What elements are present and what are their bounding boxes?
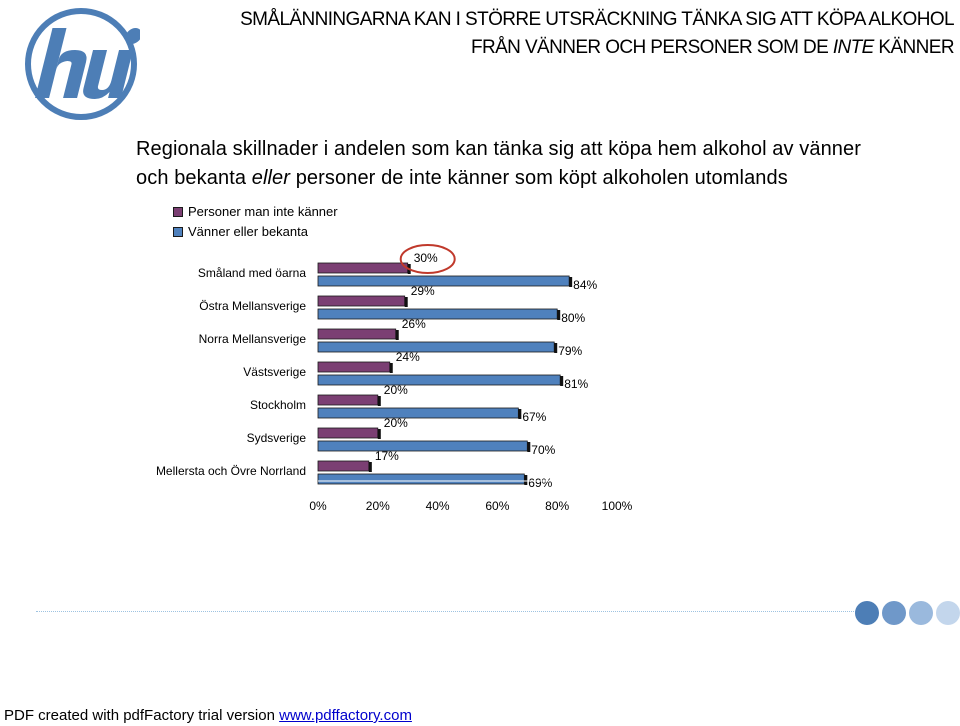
data-label: 81%: [564, 377, 589, 391]
data-label: 70%: [531, 443, 556, 457]
category-label: Stockholm: [249, 398, 306, 412]
bar: [318, 461, 369, 471]
chart-title-line2-italic: eller: [251, 167, 291, 189]
bar-shadow: [569, 277, 572, 287]
bar-shadow: [378, 396, 381, 406]
category-label: Småland med öarna: [197, 266, 306, 280]
x-tick-label: 60%: [485, 499, 510, 513]
x-tick-label: 0%: [309, 499, 327, 513]
category-label: Mellersta och Övre Norrland: [155, 464, 306, 478]
bar: [318, 362, 390, 372]
bar: [318, 263, 408, 273]
bar: [318, 428, 378, 438]
decorative-dot-4: [936, 601, 960, 625]
data-label: 30%: [413, 251, 438, 265]
category-label: Sydsverige: [246, 431, 306, 445]
x-tick-label: 40%: [425, 499, 450, 513]
bar-shadow: [554, 343, 557, 353]
data-label: 67%: [522, 410, 547, 424]
bar-shadow: [518, 409, 521, 419]
x-tick-label: 80%: [545, 499, 570, 513]
bar: [318, 342, 554, 352]
chart-title-line2-suffix: personer de inte känner som köpt alkoholen utomlands: [290, 167, 788, 189]
bar-shadow: [378, 429, 381, 439]
chart-title-line1: Regionala skillnader i andelen som kan tänka sig att köpa hem alkohol av vänner: [136, 138, 861, 160]
data-label: 26%: [401, 317, 426, 331]
header-title-line2-prefix: FRÅN VÄNNER OCH PERSONER SOM DE: [470, 37, 833, 58]
legend-label-personer: Personer man inte känner: [188, 204, 338, 219]
bar: [318, 329, 396, 339]
chart-title-line2-prefix: och bekanta: [136, 167, 252, 189]
pdf-footer-link[interactable]: www.pdffactory.com: [279, 707, 412, 724]
header-title-line2-italic: INTE: [832, 37, 874, 58]
data-label: 20%: [383, 416, 408, 430]
data-label: 79%: [558, 344, 583, 358]
bar: [318, 309, 557, 319]
bar: [318, 276, 569, 286]
decorative-dot-2: [882, 601, 906, 625]
category-label: Norra Mellansverige: [198, 332, 306, 346]
legend-label-vanner: Vänner eller bekanta: [188, 224, 308, 239]
decorative-dot-1: [855, 601, 879, 625]
category-label: Östra Mellansverige: [199, 299, 306, 313]
data-label: 20%: [383, 383, 408, 397]
data-label: 80%: [561, 311, 586, 325]
bar: [318, 395, 378, 405]
bar-shadow: [405, 297, 408, 307]
decorative-dot-3: [909, 601, 933, 625]
header-title-line1: SMÅLÄNNINGARNA KAN I STÖRRE UTSRÄCKNING TÄNKA SIG ATT KÖPA ALKOHOL: [240, 9, 954, 30]
bar-shadow: [527, 442, 530, 452]
header-title-line2-suffix: KÄNNER: [873, 37, 954, 58]
bar-shadow: [396, 330, 399, 340]
data-label: 84%: [573, 278, 598, 292]
bar: [318, 296, 405, 306]
bar: [318, 408, 518, 418]
data-label: 29%: [410, 284, 435, 298]
bar-shadow: [369, 462, 372, 472]
bar-shadow: [390, 363, 393, 373]
data-label: 24%: [395, 350, 420, 364]
bar-shadow: [557, 310, 560, 320]
data-label: 69%: [528, 476, 553, 490]
pdf-footer: [4, 707, 412, 724]
bar: [318, 375, 560, 385]
bar: [318, 441, 527, 451]
bar: [318, 474, 524, 484]
pdf-footer-text: PDF created with pdfFactory trial version: [4, 707, 280, 724]
x-tick-label: 20%: [365, 499, 390, 513]
footer-divider: [36, 611, 856, 612]
x-tick-label: 100%: [601, 499, 633, 513]
data-label: 17%: [374, 449, 399, 463]
bar-shadow: [524, 475, 527, 485]
decorative-dots: [855, 601, 960, 625]
category-label: Västsverige: [243, 365, 306, 379]
bar-shadow: [560, 376, 563, 386]
